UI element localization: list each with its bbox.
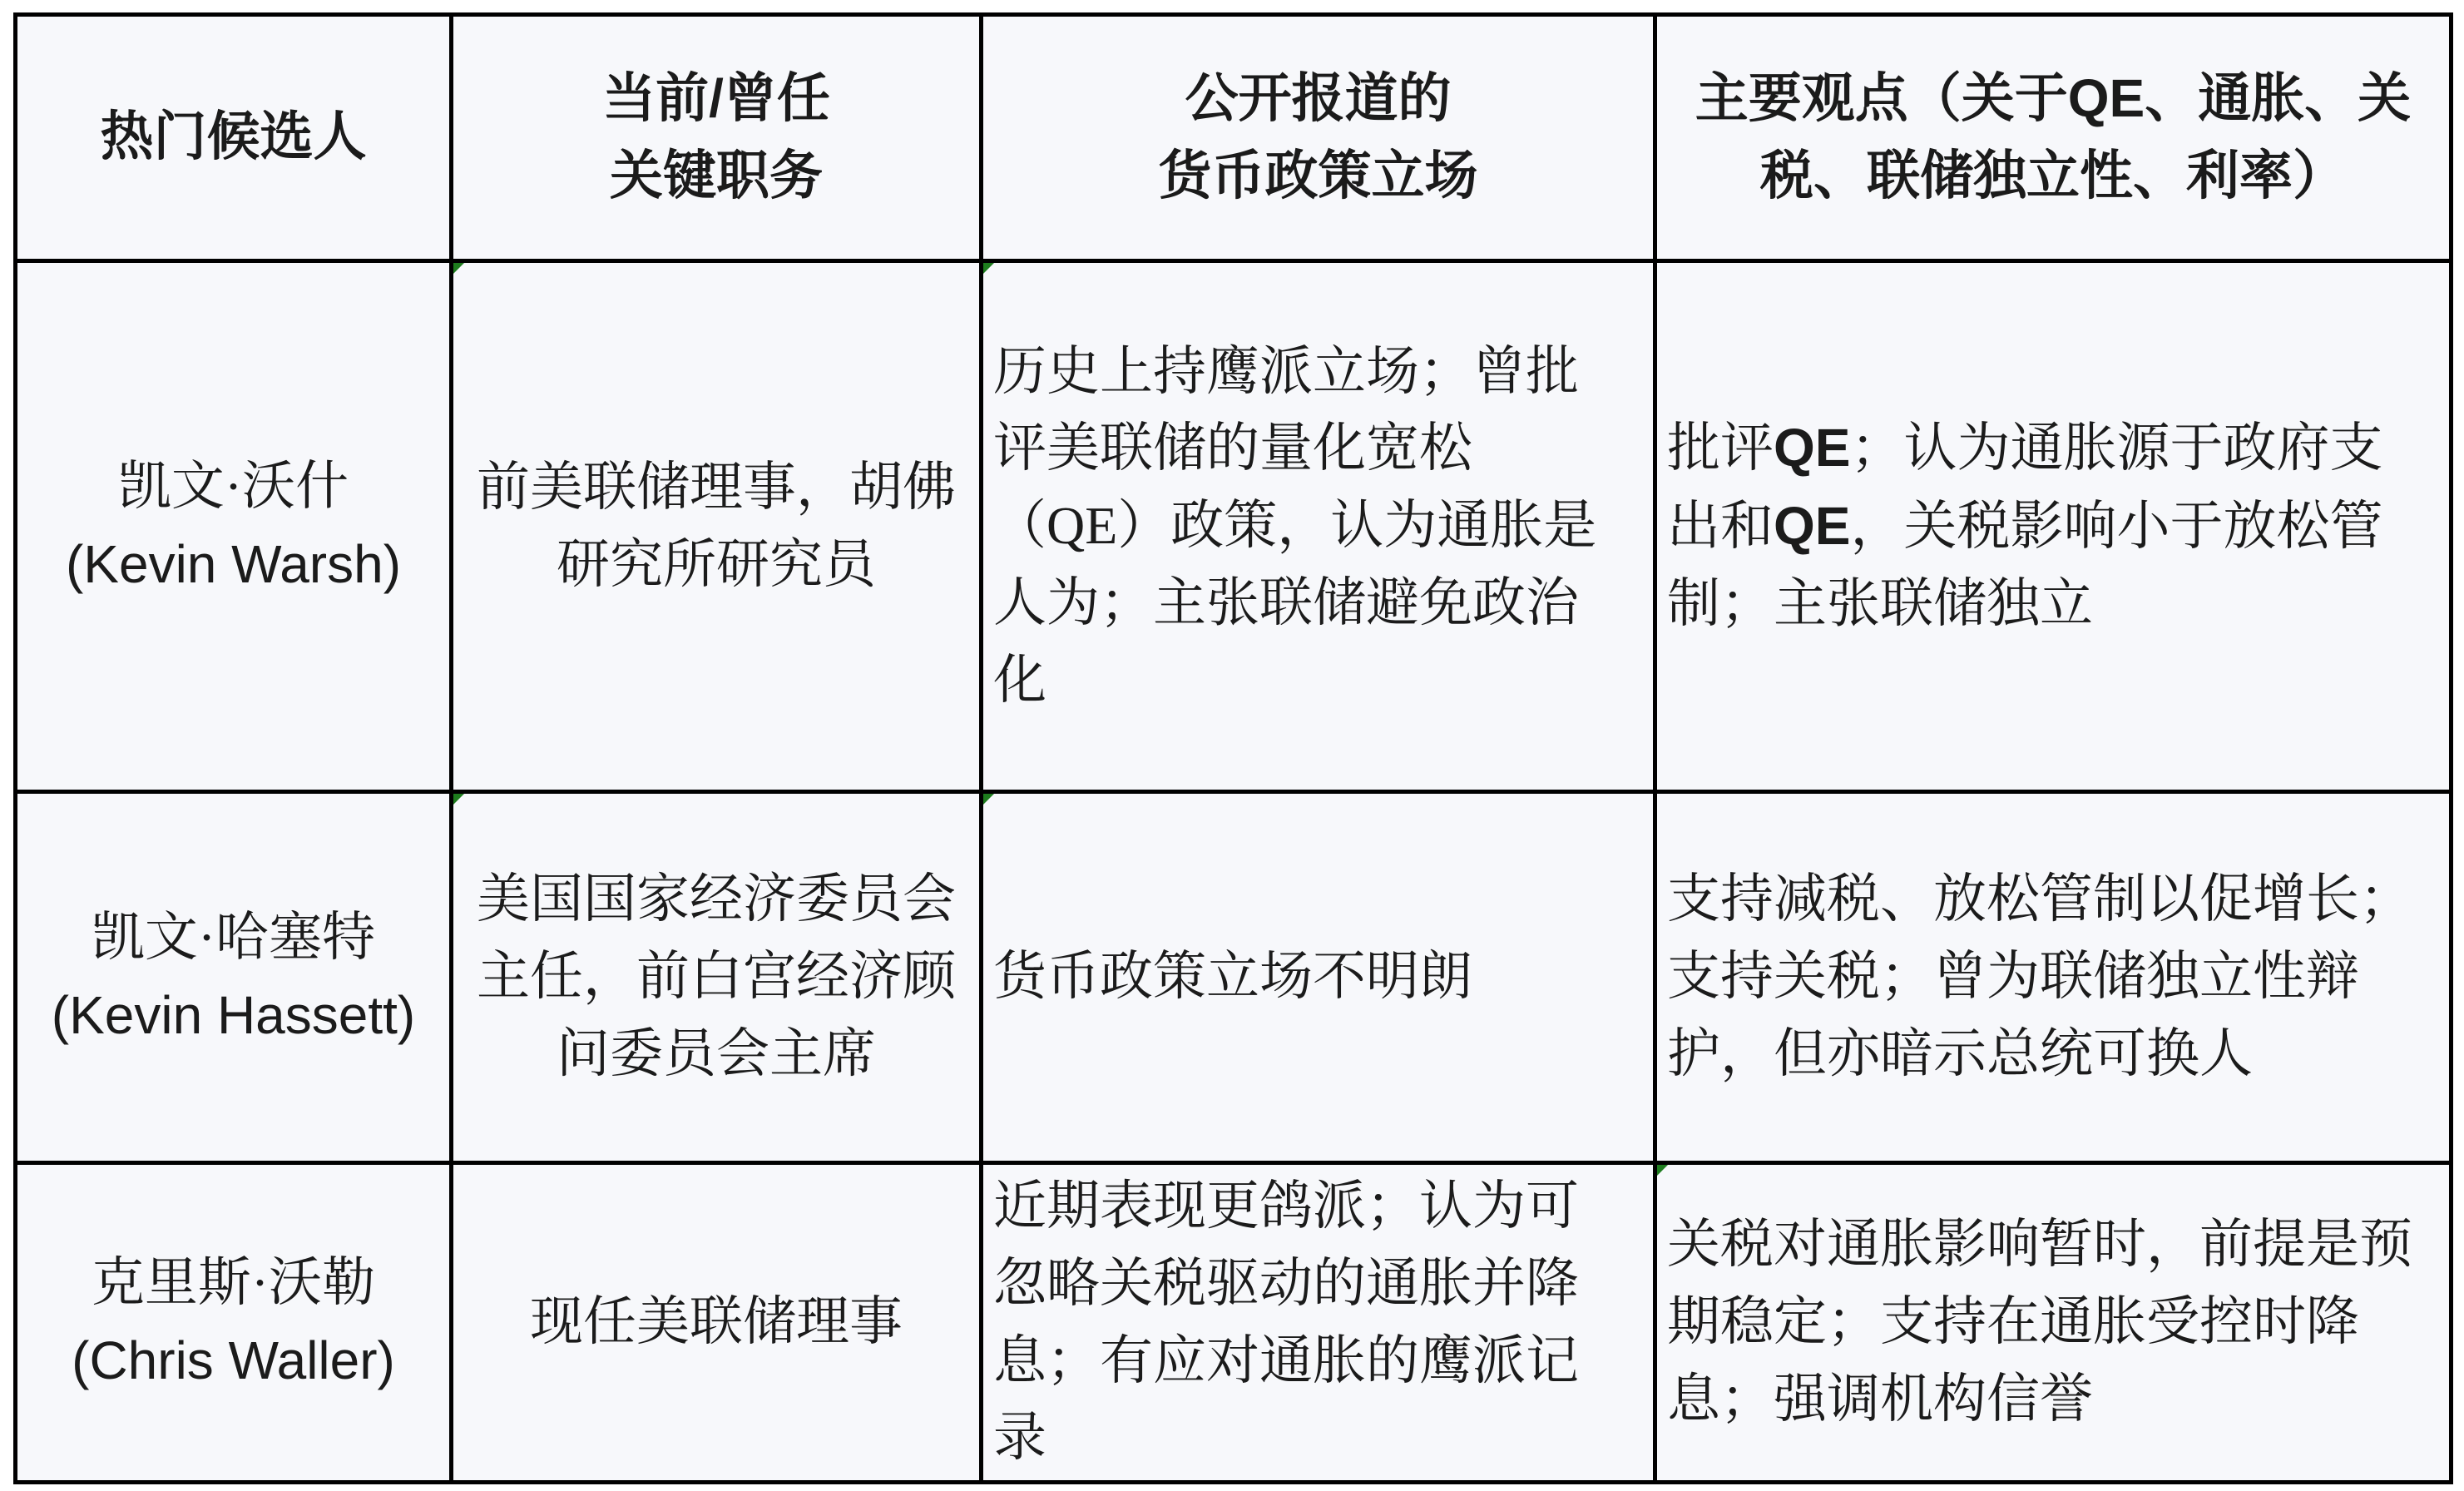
cell-hassett-stance xyxy=(982,792,1655,1163)
cell-hassett-name xyxy=(16,792,452,1163)
cell-text: 热门候选人 xyxy=(100,107,367,167)
cell-text: 凯文·哈塞特 (Kevin Hassett) xyxy=(51,908,416,1045)
cell-text: 主要观点（关于QE、通胀、关 税、联储独立性、利率） xyxy=(1695,68,2412,206)
cell-warsh-name xyxy=(16,261,452,792)
header-cell-policy-stance xyxy=(982,15,1655,261)
cell-text: 批评QE；认为通胀源于政府支 出和QE，关税影响小于放松管 制；主张联储独立 xyxy=(1667,418,2383,633)
cell-corner-marker-icon xyxy=(983,794,994,805)
table-row-hassett xyxy=(16,792,2452,1163)
table-row-waller xyxy=(16,1163,2452,1483)
cell-text: 当前/曾任 关键职务 xyxy=(602,68,830,206)
cell-text: 现任美联储理事 xyxy=(530,1292,903,1352)
cell-text: 支持减税、放松管制以促增长； 支持关税；曾为联储独立性辩 护，但亦暗示总统可换人 xyxy=(1667,869,2412,1083)
cell-text: 凯文·沃什 (Kevin Warsh) xyxy=(65,457,402,594)
cell-text: 前美联储理事，胡佛 研究所研究员 xyxy=(477,457,956,594)
header-cell-main-views xyxy=(1655,15,2452,261)
cell-corner-marker-icon xyxy=(983,263,994,274)
cell-warsh-stance xyxy=(982,261,1655,792)
cell-waller-stance xyxy=(982,1163,1655,1483)
cell-corner-marker-icon xyxy=(453,263,464,274)
cell-warsh-roles xyxy=(452,261,982,792)
cell-hassett-views xyxy=(1655,792,2452,1163)
header-cell-key-roles xyxy=(452,15,982,261)
cell-corner-marker-icon xyxy=(453,794,464,805)
table-row-warsh xyxy=(16,261,2452,792)
cell-hassett-roles xyxy=(452,792,982,1163)
cell-waller-roles xyxy=(452,1163,982,1483)
cell-waller-views xyxy=(1655,1163,2452,1483)
header-row xyxy=(16,15,2452,261)
cell-text: 公开报道的 货币政策立场 xyxy=(1158,68,1478,206)
cell-waller-name xyxy=(16,1163,452,1483)
cell-text: 克里斯·沃勒 (Chris Waller) xyxy=(72,1253,395,1391)
cell-text: 近期表现更鸽派；认为可 忽略关税驱动的通胀并降 息；有应对通胀的鹰派记 录 xyxy=(993,1176,1579,1468)
header-cell-candidate xyxy=(16,15,452,261)
cell-warsh-views xyxy=(1655,261,2452,792)
cell-corner-marker-icon xyxy=(1657,1165,1668,1176)
cell-text: 美国国家经济委员会 主任，前白宫经济顾 问委员会主席 xyxy=(477,869,956,1083)
cell-text: 历史上持鹰派立场；曾批 评美联储的量化宽松 （QE）政策，认为通胀是 人为；主张联储避免政治 化 xyxy=(993,341,1597,710)
candidates-table xyxy=(13,12,2453,1484)
cell-text: 货币政策立场不明朗 xyxy=(993,947,1472,1007)
cell-text: 关税对通胀影响暂时，前提是预 期稳定；支持在通胀受控时降 息；强调机构信誉 xyxy=(1667,1215,2412,1429)
